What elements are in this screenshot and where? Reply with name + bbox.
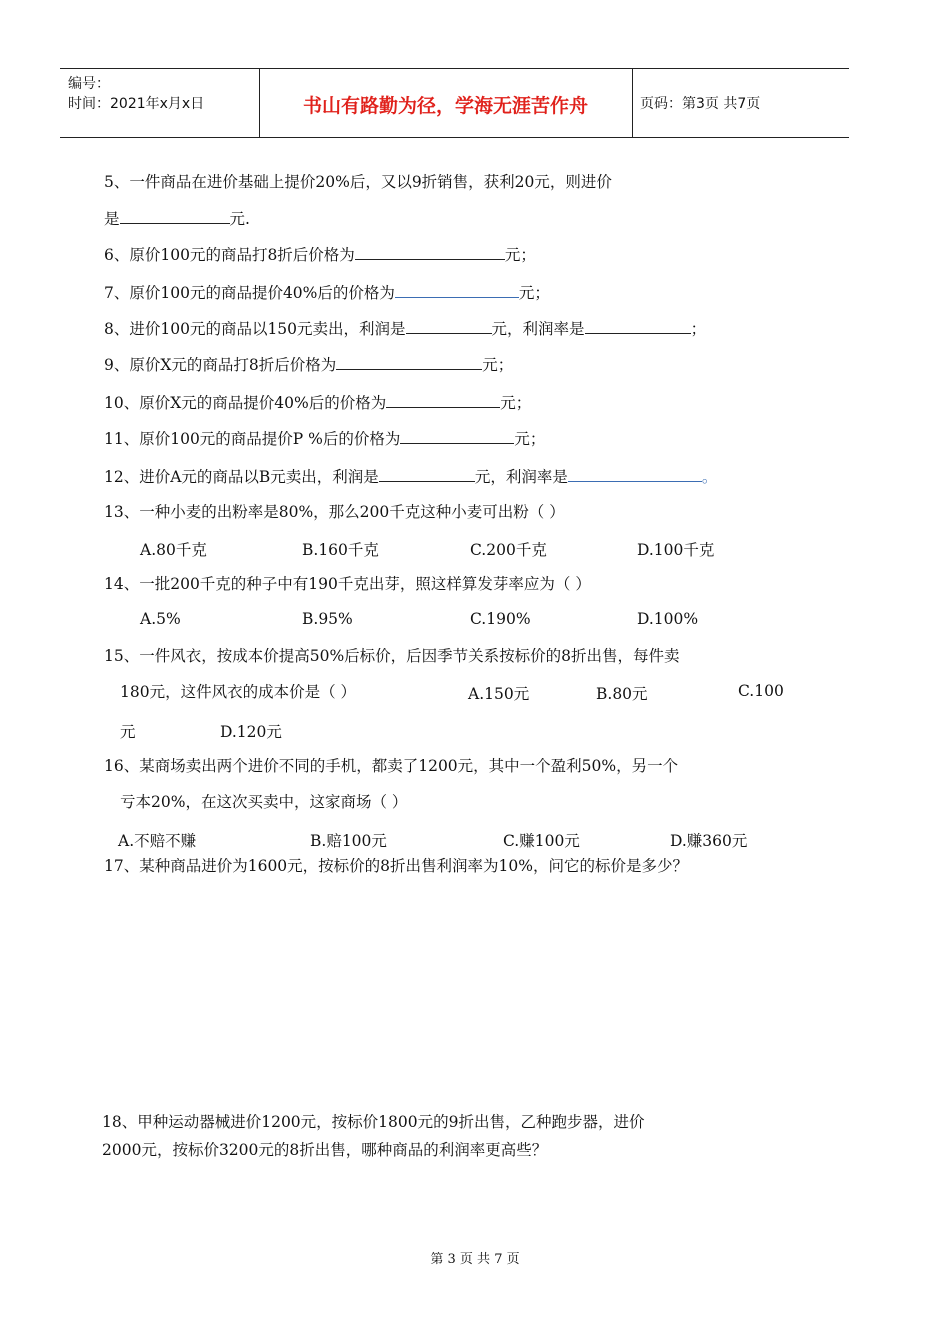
q8-profit-blank[interactable]	[406, 318, 492, 334]
q13-option-a[interactable]: A.80千克	[140, 541, 207, 559]
q11-text: 11、原价100元的商品提价P %后的价格为	[104, 430, 401, 448]
q12-profit-blank[interactable]	[379, 466, 475, 482]
q7-answer-blank[interactable]	[395, 282, 519, 298]
q12-end: 。	[701, 468, 718, 486]
q11-unit: 元；	[514, 430, 546, 448]
q6-text: 6、原价100元的商品打8折后价格为	[104, 246, 355, 264]
question-10	[104, 392, 531, 413]
q5-pre: 是	[104, 210, 120, 228]
header-motto-cell	[259, 69, 633, 137]
q15-option-b[interactable]: B.80元	[596, 685, 648, 703]
q16-option-a[interactable]: A.不赔不赚	[118, 832, 197, 850]
motto: 书山有路勤为径，学海无涯苦作舟	[302, 95, 588, 117]
q10-unit: 元；	[500, 394, 532, 412]
q15-line1: 15、一件风衣，按成本价提高50%后标价，后因季节关系按标价的8折出售，每件卖	[104, 647, 680, 665]
q16-option-b[interactable]: B.赔100元	[310, 832, 387, 850]
q13-option-c[interactable]: C.200千克	[470, 541, 547, 559]
q14-text: 14、一批200千克的种子中有190千克出芽，照这样算发芽率应为（ ）	[104, 575, 591, 593]
q14-option-c[interactable]: C.190%	[470, 610, 531, 628]
header-left-cell	[60, 69, 260, 137]
q12-text: 12、进价A元的商品以B元卖出，利润是	[104, 468, 379, 486]
q14-option-a[interactable]: A.5%	[140, 610, 181, 628]
q9-text: 9、原价X元的商品打8折后价格为	[104, 356, 337, 374]
q5-line1: 5、一件商品在进价基础上提价20%后，又以9折销售，获利20元，则进价	[104, 173, 612, 191]
question-17: 17、某种商品进价为1600元，按标价的8折出售利润率为10%，问它的标价是多少？	[104, 857, 688, 875]
question-8	[104, 318, 706, 339]
q13-text: 13、一种小麦的出粉率是80%，那么200千克这种小麦可出粉（ ）	[104, 503, 565, 521]
q8-mid-text: 元，利润率是	[491, 320, 585, 338]
q15-option-a[interactable]: A.150元	[468, 685, 530, 703]
question-9	[104, 354, 513, 375]
q15-option-d[interactable]: D.120元	[220, 723, 282, 741]
question-7	[104, 282, 550, 303]
q15-line2: 180元，这件风衣的成本价是（ ）	[120, 683, 357, 701]
q16-line1: 16、某商场卖出两个进价不同的手机，都卖了1200元，其中一个盈利50%，另一个	[104, 757, 679, 775]
time-label: 时间：2021年x月x日	[68, 96, 205, 112]
q15-option-c-unit: 元	[120, 723, 136, 741]
q8-rate-blank[interactable]	[585, 318, 691, 334]
page-header	[60, 68, 849, 138]
q7-text: 7、原价100元的商品提价40%后的价格为	[104, 284, 395, 302]
number-label: 编号：	[68, 76, 110, 92]
q5-answer-blank[interactable]	[120, 208, 230, 224]
q14-option-b[interactable]: B.95%	[302, 610, 353, 628]
q12-rate-blank[interactable]	[568, 466, 702, 482]
q18-line2: 2000元，按标价3200元的8折出售，哪种商品的利润率更高些？	[102, 1141, 548, 1159]
q9-answer-blank[interactable]	[336, 354, 482, 370]
q5-post: 元.	[229, 210, 250, 228]
page-footer: 第 3 页 共 7 页	[430, 1252, 520, 1267]
question-11	[104, 428, 545, 449]
q18-line1: 18、甲种运动器械进价1200元，按标价1800元的9折出售，乙种跑步器，进价	[102, 1113, 645, 1131]
q7-unit: 元；	[518, 284, 550, 302]
header-right-cell	[632, 69, 849, 137]
q15-option-c[interactable]: C.100	[738, 682, 784, 700]
q9-unit: 元；	[482, 356, 514, 374]
q14-option-d[interactable]: D.100%	[637, 610, 699, 628]
q10-text: 10、原价X元的商品提价40%后的价格为	[104, 394, 387, 412]
q6-answer-blank[interactable]	[355, 244, 505, 260]
q5-line2	[104, 208, 250, 229]
q13-option-d[interactable]: D.100千克	[637, 541, 715, 559]
q10-answer-blank[interactable]	[386, 392, 500, 408]
q12-mid-text: 元，利润率是	[474, 468, 568, 486]
q16-option-c[interactable]: C.赚100元	[503, 832, 580, 850]
q13-option-b[interactable]: B.160千克	[302, 541, 379, 559]
question-6	[104, 244, 536, 265]
page-label: 页码：第3页 共7页	[640, 96, 761, 112]
question-12	[104, 466, 717, 487]
q6-unit: 元；	[504, 246, 536, 264]
q16-option-d[interactable]: D.赚360元	[670, 832, 748, 850]
q8-end: ；	[690, 320, 707, 338]
q16-line2: 亏本20%，在这次买卖中，这家商场（ ）	[120, 793, 408, 811]
q11-answer-blank[interactable]	[400, 428, 514, 444]
q8-text: 8、进价100元的商品以150元卖出，利润是	[104, 320, 406, 338]
